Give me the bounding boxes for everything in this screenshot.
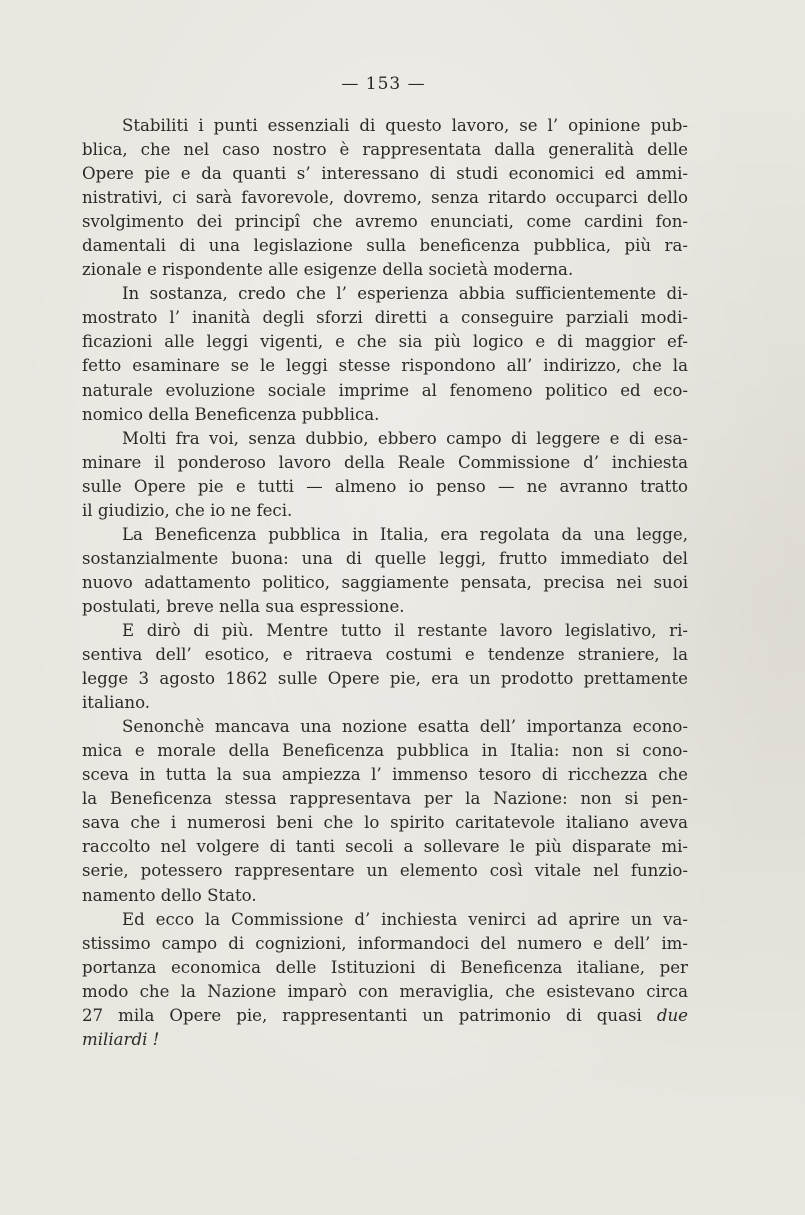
text-line: damentali di una legislazione sulla beneficenza pubblica, più ra-: [82, 236, 688, 256]
text-line: E dirò di più. Mentre tutto il restante lavoro legislativo, ri-: [122, 620, 688, 640]
text-line: minare il ponderoso lavoro della Reale Commissione d’ inchiesta: [82, 452, 688, 472]
text-line: sava che i numerosi beni che lo spirito caritatevole italiano aveva: [82, 813, 688, 833]
text-line: fetto esaminare se le leggi stesse rispondono all’ indirizzo, che la: [82, 356, 688, 376]
text-line: zionale e rispondente alle esigenze della società moderna.: [82, 260, 574, 280]
body-text: [82, 114, 688, 1052]
text-line: Stabiliti i punti essenziali di questo lavoro, se l’ opinione pub-: [122, 116, 688, 135]
text-line: namento dello Stato.: [82, 885, 257, 905]
text-line: La Beneficenza pubblica in Italia, era regolata da una legge,: [122, 524, 688, 544]
italic-text: miliardi !: [82, 1029, 160, 1049]
text-line: nuovo adattamento politico, saggiamente pensata, precisa nei suoi: [82, 572, 688, 592]
text-line: Opere pie e da quanti s’ interessano di studi economici ed ammi-: [82, 164, 688, 184]
text-line: stissimo campo di cognizioni, informandoci del numero e dell’ im-: [82, 933, 688, 953]
text-line: sulle Opere pie e tutti — almeno io penso — ne avranno tratto: [82, 476, 688, 496]
text-line: mostrato l’ inanità degli sforzi diretti a conseguire parziali modi-: [82, 308, 688, 328]
text-line: la Beneficenza stessa rappresentava per la Nazione: non si pen-: [82, 789, 688, 809]
text-line: Ed ecco la Commissione d’ inchiesta venirci ad aprire un va-: [122, 909, 688, 929]
text-fragment: 27 mila Opere pie, rappresentanti un patrimonio di quasi: [82, 1005, 642, 1025]
text-line: naturale evoluzione sociale imprime al fenomeno politico ed eco-: [82, 380, 688, 400]
text-line: ficazioni alle leggi vigenti, e che sia più logico e di maggior ef-: [82, 332, 688, 352]
text-line: [82, 1028, 688, 1052]
text-line: [82, 1004, 688, 1028]
text-line: italiano.: [82, 693, 151, 713]
italic-text: due: [656, 1005, 688, 1025]
text-line: Senonchè mancava una nozione esatta dell’ importanza econo-: [122, 717, 688, 737]
text-line: modo che la Nazione imparò con meraviglia, che esistevano circa: [82, 981, 688, 1001]
text-line: nomico della Beneficenza pubblica.: [82, 404, 380, 424]
text-line: mica e morale della Beneficenza pubblica in Italia: non si cono-: [82, 741, 688, 761]
text-line: il giudizio, che io ne feci.: [82, 500, 293, 520]
paragraph: [82, 908, 688, 1052]
text-line: In sostanza, credo che l’ esperienza abbia sufficientemente di-: [122, 284, 688, 304]
text-line: svolgimento dei principî che avremo enunciati, come cardini fon-: [82, 212, 688, 232]
text-line: postulati, breve nella sua espressione.: [82, 596, 405, 616]
text-line: blica, che nel caso nostro è rappresentata dalla generalità delle: [82, 140, 688, 160]
text-line: raccolto nel volgere di tanti secoli a sollevare le più disparate mi-: [82, 837, 688, 857]
paragraph: [82, 114, 688, 282]
text-line: nistrativi, ci sarà favorevole, dovremo, senza ritardo occuparci dello: [82, 188, 688, 208]
paragraph: [82, 619, 688, 715]
text-line: sentiva dell’ esotico, e ritraeva costumi e tendenze straniere, la: [82, 645, 688, 665]
text-line: Molti fra voi, senza dubbio, ebbero campo di leggere e di esa-: [122, 428, 688, 448]
text-line: sostanzialmente buona: una di quelle leggi, frutto immediato del: [82, 548, 688, 568]
text-line: legge 3 agosto 1862 sulle Opere pie, era un prodotto prettamente: [82, 669, 688, 689]
text-line: portanza economica delle Istituzioni di Beneficenza italiane, per: [82, 957, 688, 977]
paragraph: [82, 282, 688, 426]
text-line: sceva in tutta la sua ampiezza l’ immenso tesoro di ricchezza che: [82, 765, 688, 785]
paragraph: [82, 427, 688, 523]
paragraph: [82, 523, 688, 619]
paragraph: [82, 715, 688, 907]
text-line: serie, potessero rappresentare un elemento così vitale nel funzio-: [82, 861, 688, 881]
page-number: — 153 —: [341, 74, 426, 94]
